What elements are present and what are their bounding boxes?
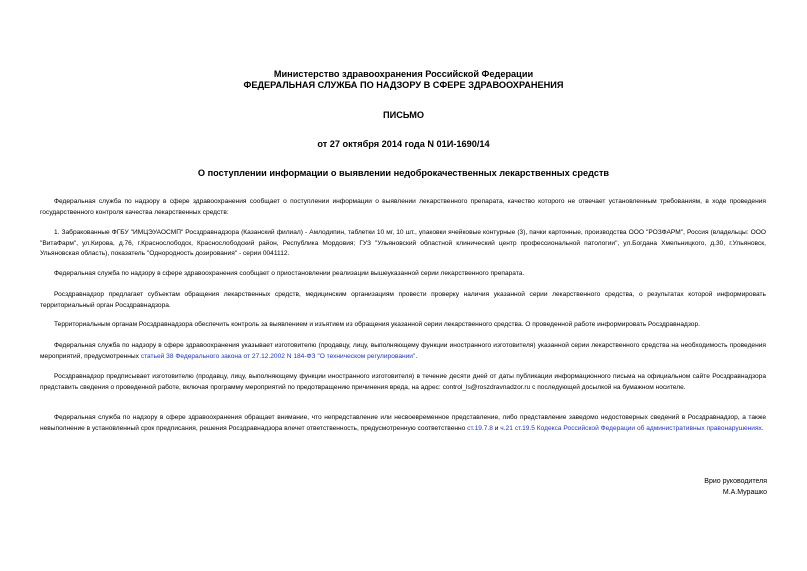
signature-name: М.А.Мурашко [722,489,767,496]
code-article-link-1[interactable]: ст.19.7.8 [467,424,493,432]
paragraph-end: . [415,352,418,360]
paragraph-check-proposal: Росздравнадзор предлагает субъектам обращения лекарственных средств, медицинским организациям провести проверку наличия указанной серии лекарственного средства, о результатах которой информировать территориальный орган Росздравнадзора. [40,291,766,309]
paragraph-liability [40,413,766,434]
document-subject: О поступлении информации о выявлении недоброкачественных лекарственных средств [197,168,610,178]
paragraph-text: Федеральная служба по надзору в сфере здравоохранения указывает изготовителю (продавцу, лицу, выполняющему функции иностранного изготовителя) указанной серии лекарственного средства на необходимость проведения мероприятий, предусмотренных [40,342,766,360]
document-date-number: от 27 октября 2014 года N 01И-1690/14 [317,139,490,149]
paragraph-prescription: Росздравнадзор предписывает изготовителю (продавцу, лицу, выполняющему функции иностранного изготовителя) в течение десяти дней от даты публикации информационного письма на официальном сайте Росздравнадзора представить сведения о проведенной работе, включая программу мероприятий по предотвращению причинения вреда, на адрес: control_ls@roszdravnadzor.ru с последующей досылкой на бумажном носителе. [40,373,766,391]
code-article-link-2[interactable]: ч.21 ст.19.5 Кодекса Российской Федерации об административных правонарушениях [500,424,762,432]
paragraph-intro: Федеральная служба по надзору в сфере здравоохранения сообщает о поступлении информации о выявлении лекарственного препарата, качество которого не отвечает установленным требованиям, в ходе проведения государственного контроля качества лекарственных средств: [40,198,766,216]
paragraph-suspension: Федеральная служба по надзору в сфере здравоохранения сообщает о приостановлении реализации вышеуказанной серии лекарственного препарата. [54,270,525,277]
document-type: ПИСЬМО [382,110,425,120]
paragraph-rejected-item: 1. Забракованные ФГБУ "ИМЦЭУАОСМП" Росздравнадзора (Казанский филиал) - Амлодипин, таблетки 10 мг, 10 шт., упаковки ячейковые контурные (3), пачки картонные, производства ООО "РОЗФАРМ", Россия (владельцы: ООО "ВитаФарм", ул.Кирова, д.76, г.Краснослободск, Краснослободский район, Республика Мордовия; ГУЗ "Ульяновский областной клинический центр профессиональной патологии", ул.Богдана Хмельницкого, д.30, г.Ульяновск, Ульяновская область), показатель "Однородность дозирования" - серии 0041112. [40,229,766,257]
paragraph-territorial-control: Территориальным органам Росздравнадзора обеспечить контроль за выявлением и изъятием из обращения указанной серии лекарственного средства. О проведенной работе информировать Росздравнадзор. [54,321,700,328]
service-name: ФЕДЕРАЛЬНАЯ СЛУЖБА ПО НАДЗОРУ В СФЕРЕ ЗДРАВООХРАНЕНИЯ [243,80,564,90]
paragraph-end: . [761,424,764,432]
paragraph-text: и [492,424,501,432]
law-article-link[interactable]: статьей 38 Федерального закона от 27.12.2002 N 184-ФЗ "О техническом регулировании" [140,352,416,360]
paragraph-manufacturer-measures [40,341,766,362]
signature-position: Врио руководителя [704,478,767,485]
ministry-name: Министерство здравоохранения Российской Федерации [273,69,534,79]
paragraph-text: Федеральная служба по надзору в сфере здравоохранения обращает внимание, что непредставление или несвоевременное представление, либо представление заведомо недостоверных сведений в Росздравнадзор, а также невыполнение в установленный срок предписания, решения Росздравнадзора влечет ответственность, предусмотренную соответственно [40,414,766,432]
